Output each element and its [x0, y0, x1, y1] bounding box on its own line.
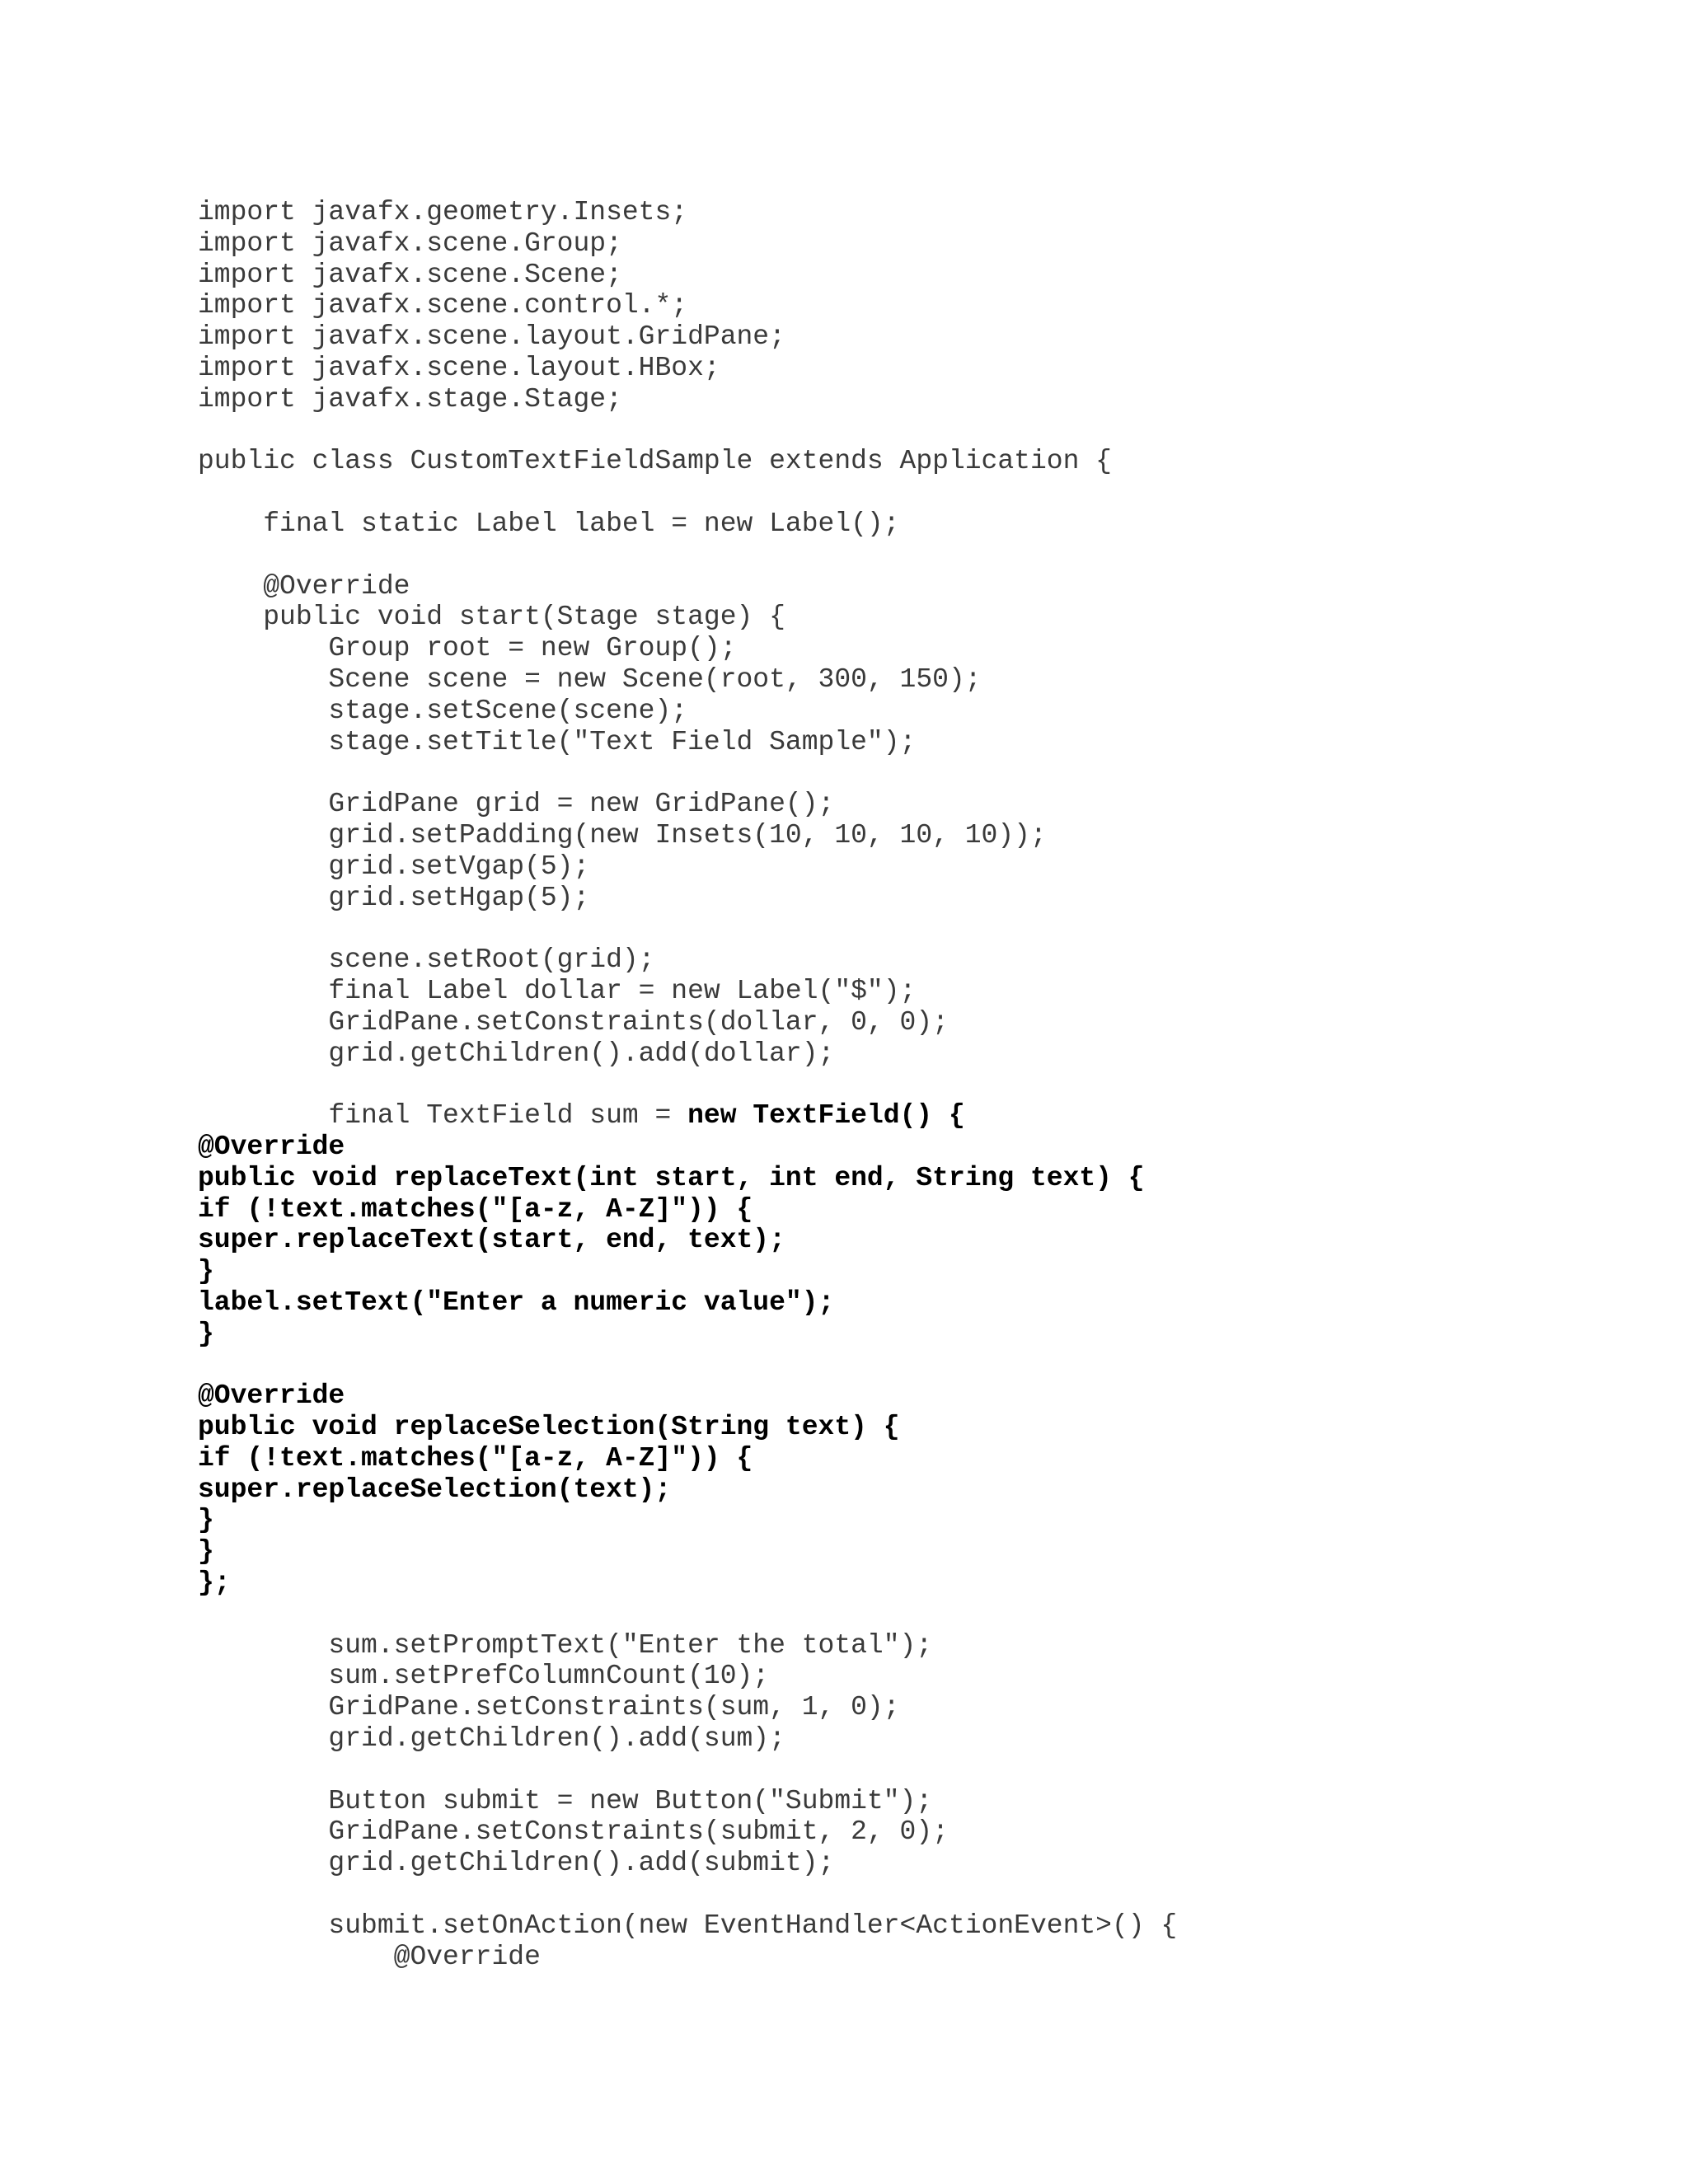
code-text-bold: @Override [198, 1380, 345, 1412]
code-text-bold: public void replaceText(int start, int end, String text) { [198, 1162, 1145, 1193]
code-text-bold: new TextField() { [687, 1100, 965, 1132]
code-line [198, 1349, 1648, 1380]
code-line [198, 353, 1648, 384]
code-line [198, 1505, 1648, 1536]
code-line [198, 789, 1648, 820]
code-text: Scene scene = new Scene(root, 300, 150); [198, 663, 982, 695]
code-text: GridPane.setConstraints(submit, 2, 0); [198, 1816, 949, 1848]
code-line [198, 757, 1648, 789]
code-text: grid.setVgap(5); [198, 851, 590, 882]
code-text: scene.setRoot(grid); [198, 944, 655, 976]
code-text: Button submit = new Button("Submit"); [198, 1785, 933, 1816]
code-line [198, 696, 1648, 727]
code-text-bold: @Override [198, 1131, 345, 1162]
code-text: GridPane grid = new GridPane(); [198, 789, 835, 820]
code-listing [198, 197, 1648, 1972]
code-text: import javafx.stage.Stage; [198, 383, 622, 415]
code-text: public void start(Stage stage) { [198, 602, 785, 633]
code-line [198, 1412, 1648, 1443]
code-line [198, 976, 1648, 1007]
code-text: sum.setPromptText("Enter the total"); [198, 1629, 933, 1661]
code-text: import javafx.scene.Group; [198, 227, 622, 259]
code-text: final static Label label = new Label(); [198, 508, 900, 539]
code-text: GridPane.setConstraints(dollar, 0, 0); [198, 1006, 949, 1038]
code-text: stage.setScene(scene); [198, 695, 688, 726]
code-text: grid.setPadding(new Insets(10, 10, 10, 10)); [198, 819, 1047, 851]
code-line [198, 1568, 1648, 1599]
code-line [198, 851, 1648, 883]
code-text: grid.setHgap(5); [198, 882, 590, 913]
code-text: public class CustomTextFieldSample extends Application { [198, 446, 1112, 477]
code-line [198, 1816, 1648, 1848]
code-text-bold: if (!text.matches("[a-z, A-Z]")) { [198, 1442, 753, 1474]
code-line [198, 1007, 1648, 1038]
code-text: grid.getChildren().add(sum); [198, 1723, 785, 1755]
code-text-bold: super.replaceText(start, end, text); [198, 1225, 785, 1256]
code-line [198, 1599, 1648, 1630]
code-line [198, 1225, 1648, 1256]
code-text-bold: } [198, 1505, 214, 1536]
code-line [198, 1474, 1648, 1506]
code-line [198, 1630, 1648, 1661]
code-line [198, 228, 1648, 260]
code-text: @Override [198, 1941, 541, 1972]
code-line [198, 1194, 1648, 1226]
code-line [198, 1661, 1648, 1692]
code-text: import javafx.scene.layout.HBox; [198, 352, 720, 383]
code-text: Group root = new Group(); [198, 633, 737, 664]
code-line [198, 1443, 1648, 1474]
code-line [198, 1380, 1648, 1412]
code-line [198, 883, 1648, 914]
code-text: import javafx.geometry.Insets; [198, 197, 688, 227]
code-line [198, 602, 1648, 633]
code-line [198, 540, 1648, 571]
code-line [198, 415, 1648, 447]
code-text-bold: if (!text.matches("[a-z, A-Z]")) { [198, 1193, 753, 1225]
code-text-bold: public void replaceSelection(String text) { [198, 1412, 900, 1443]
code-line [198, 1723, 1648, 1755]
code-line [198, 664, 1648, 696]
code-line [198, 321, 1648, 353]
code-line [198, 944, 1648, 976]
code-line [198, 1256, 1648, 1287]
code-text-bold: }; [198, 1568, 231, 1599]
code-text-bold: } [198, 1536, 214, 1568]
code-line [198, 1038, 1648, 1070]
code-text: import javafx.scene.control.*; [198, 290, 688, 321]
code-line [198, 1536, 1648, 1568]
code-line [198, 633, 1648, 664]
code-line [198, 1692, 1648, 1723]
code-text: final Label dollar = new Label("$"); [198, 975, 917, 1006]
code-text: import javafx.scene.Scene; [198, 259, 622, 290]
code-line [198, 571, 1648, 602]
code-text-bold: } [198, 1256, 214, 1287]
code-text: stage.setTitle("Text Field Sample"); [198, 726, 917, 757]
code-line [198, 1910, 1648, 1942]
code-line [198, 1848, 1648, 1879]
code-text: submit.setOnAction(new EventHandler<ActionEvent>() { [198, 1910, 1178, 1941]
code-text-bold: super.replaceSelection(text); [198, 1474, 672, 1505]
code-line [198, 1786, 1648, 1817]
code-text: @Override [198, 570, 410, 602]
code-line [198, 384, 1648, 415]
code-line [198, 820, 1648, 851]
code-text-bold: } [198, 1318, 214, 1349]
code-line [198, 1287, 1648, 1319]
code-line [198, 1755, 1648, 1786]
code-line [198, 913, 1648, 944]
code-line [198, 1100, 1648, 1132]
code-text-bold: label.setText("Enter a numeric value"); [198, 1286, 835, 1318]
code-text: final TextField sum = [198, 1100, 688, 1132]
code-line [198, 290, 1648, 321]
code-line [198, 1132, 1648, 1163]
code-line [198, 197, 1648, 228]
code-line [198, 1069, 1648, 1100]
code-text: grid.getChildren().add(dollar); [198, 1038, 835, 1069]
code-text: GridPane.setConstraints(sum, 1, 0); [198, 1692, 900, 1723]
code-line [198, 446, 1648, 477]
code-text: grid.getChildren().add(submit); [198, 1848, 835, 1879]
code-text: import javafx.scene.layout.GridPane; [198, 321, 785, 353]
code-line [198, 260, 1648, 291]
code-line [198, 1942, 1648, 1973]
code-line [198, 727, 1648, 758]
code-line [198, 1319, 1648, 1350]
code-line [198, 509, 1648, 540]
code-line [198, 477, 1648, 509]
code-text: sum.setPrefColumnCount(10); [198, 1661, 770, 1692]
code-line [198, 1163, 1648, 1194]
code-line [198, 1879, 1648, 1910]
